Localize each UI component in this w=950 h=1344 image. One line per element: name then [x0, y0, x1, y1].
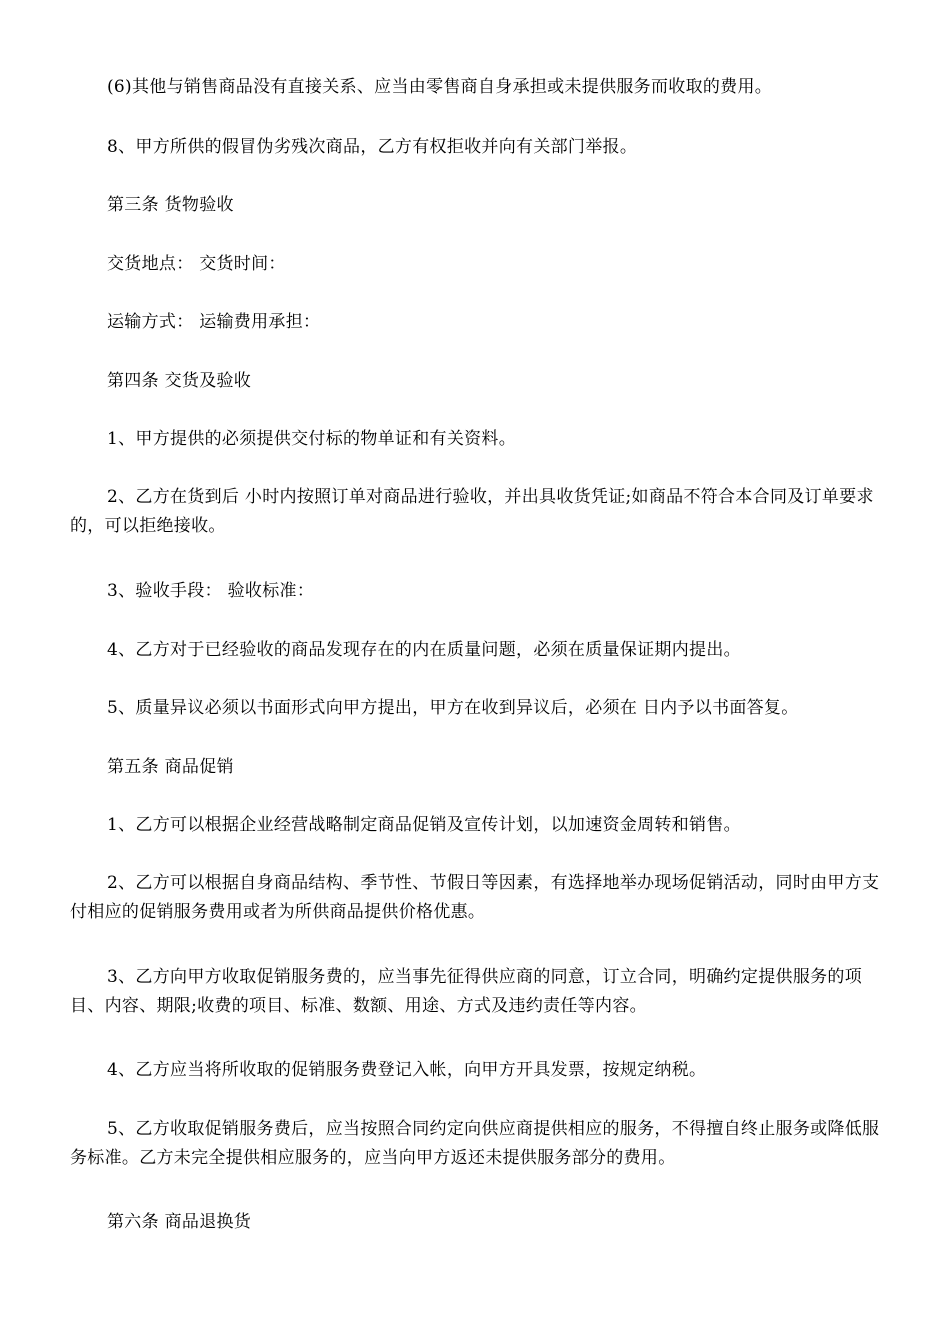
paragraph-a4-item-4: 4、乙方对于已经验收的商品发现存在的内在质量问题，必须在质量保证期内提出。	[107, 640, 741, 660]
heading-article-3: 第三条 货物验收	[107, 195, 234, 215]
paragraph-fee-item-6: (6)其他与销售商品没有直接关系、应当由零售商自身承担或未提供服务而收取的费用。	[107, 77, 773, 97]
paragraph-a4-item-5: 5、质量异议必须以书面形式向甲方提出，甲方在收到异议后，必须在 日内予以书面答复。	[107, 698, 799, 718]
paragraph-delivery-place: 交货地点： 交货时间：	[107, 254, 286, 274]
heading-article-4: 第四条 交货及验收	[107, 371, 252, 391]
paragraph-clause-8: 8、甲方所供的假冒伪劣残次商品，乙方有权拒收并向有关部门举报。	[107, 137, 638, 157]
heading-article-5: 第五条 商品促销	[107, 757, 234, 777]
paragraph-a5-item-3: 3、乙方向甲方收取促销服务费的，应当事先征得供应商的同意，订立合同，明确约定提供服务的项目、内容、期限;收费的项目、标准、数额、用途、方式及违约责任等内容。	[70, 967, 863, 1016]
heading-article-6: 第六条 商品退换货	[107, 1212, 252, 1232]
paragraph-a5-item-4: 4、乙方应当将所收取的促销服务费登记入帐，向甲方开具发票，按规定纳税。	[107, 1060, 707, 1080]
paragraph-a4-item-2: 2、乙方在货到后 小时内按照订单对商品进行验收，并出具收货凭证;如商品不符合本合同及订单要求的，可以拒绝接收。	[70, 487, 874, 536]
paragraph-a4-item-1: 1、甲方提供的必须提供交付标的物单证和有关资料。	[107, 429, 517, 449]
paragraph-a5-item-1: 1、乙方可以根据企业经营战略制定商品促销及宣传计划，以加速资金周转和销售。	[107, 815, 741, 835]
paragraph-a5-item-2: 2、乙方可以根据自身商品结构、季节性、节假日等因素，有选择地举办现场促销活动，同时由甲方支付相应的促销服务费用或者为所供商品提供价格优惠。	[70, 873, 880, 922]
paragraph-a5-item-5: 5、乙方收取促销服务费后，应当按照合同约定向供应商提供相应的服务，不得擅自终止服务或降低服务标准。乙方未完全提供相应服务的，应当向甲方返还未提供服务部分的费用。	[70, 1119, 880, 1168]
paragraph-transport-method: 运输方式： 运输费用承担：	[107, 312, 321, 332]
paragraph-a4-item-3: 3、验收手段： 验收标准：	[107, 581, 315, 601]
